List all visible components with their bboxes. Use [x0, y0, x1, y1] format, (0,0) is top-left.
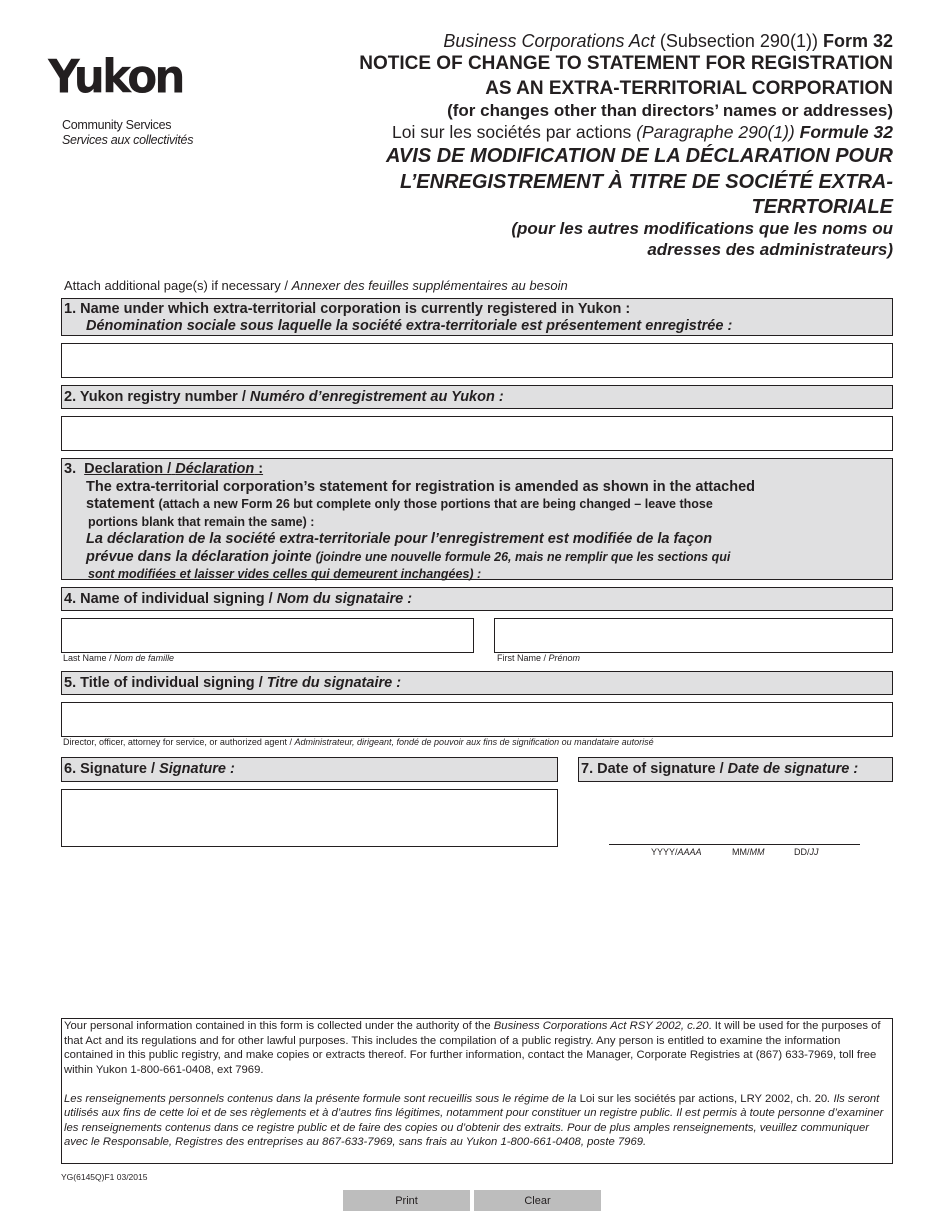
date-caption-day — [794, 847, 819, 857]
section-7-label-fr: Date de signature : — [727, 761, 859, 777]
section-3-declaration — [61, 458, 893, 580]
act-name-en: Business Corporations Act — [443, 31, 655, 51]
privacy-fr-act: Loi sur les sociétés par actions, LRY 2002, ch. 20 — [579, 1092, 828, 1105]
section-2-header — [61, 385, 893, 409]
section-4-header — [61, 587, 893, 611]
first-name-caption-fr: Prénom — [548, 653, 581, 663]
date-caption-year — [651, 847, 702, 857]
privacy-notice — [61, 1018, 893, 1164]
section-3-title-en: Declaration / — [84, 461, 172, 477]
attach-note-en: Attach additional page(s) if necessary / — [64, 278, 289, 293]
declaration-fr-line-1: La déclaration de la société extra-territoriale pour l’enregistrement est modifiée de la façon — [86, 531, 713, 547]
note-fr-line-1: (pour les autres modifications que les noms ou — [511, 219, 893, 238]
act-line-en — [443, 31, 893, 52]
declaration-fr-note-1: (joindre une nouvelle formule 26, mais ne remplir que les sections qui — [315, 549, 731, 564]
registry-number-field[interactable] — [61, 416, 893, 451]
logo-subtitle-fr: Services aux collectivités — [62, 133, 194, 147]
year-caption-en: YYYY/ — [651, 847, 678, 857]
first-name-caption-en: First Name / — [497, 653, 547, 663]
section-3-title-fr: Déclaration — [175, 461, 255, 477]
privacy-fr-part-b: . Ils seront utilisés aux fins de cette loi et de ses règlements et à d’autres fins légitimes, notamment pour constituer un registre public. Il est permis à toute personne d’examiner les renseignements contenus dans ce registre public et de faire des copies ou d’obtenir des extraits. Pour de plus amples renseignements, veuillez communiquer avec le Responsable, Registres des entreprises au 867-633-7969, sans frais au Yukon 1-800-661-0408, poste 7969. — [64, 1092, 884, 1148]
last-name-caption-fr: Nom de famille — [114, 653, 175, 663]
logo-subtitle-en: Community Services — [62, 118, 172, 132]
section-5-label-fr: Titre du signataire : — [266, 675, 402, 691]
declaration-en-note-1: (attach a new Form 26 but complete only those portions that are being changed – leave those — [158, 497, 713, 511]
privacy-en-act: Business Corporations Act RSY 2002, c.20 — [493, 1020, 709, 1032]
section-4-label-fr: Nom du signataire : — [276, 591, 413, 607]
section-6-header — [61, 757, 558, 782]
section-5-header — [61, 671, 893, 695]
section-5-label-en: 5. Title of individual signing / — [64, 675, 263, 691]
act-line-fr — [392, 122, 893, 143]
form-number-en: Form 32 — [822, 31, 893, 51]
privacy-en-part-a: Your personal information contained in this form is collected under the authority of the — [64, 1020, 494, 1032]
section-7-label-en: 7. Date of signature / — [581, 761, 724, 777]
declaration-en-line-1: The extra-territorial corporation’s statement for registration is amended as shown in the attached — [86, 478, 756, 495]
title-en-line-1: NOTICE OF CHANGE TO STATEMENT FOR REGISTRATION — [359, 53, 893, 74]
section-7-header — [578, 757, 893, 782]
date-caption-month — [732, 847, 765, 857]
section-2-label-en: 2. Yukon registry number / — [64, 389, 246, 405]
attach-note — [64, 278, 568, 293]
last-name-caption — [63, 653, 174, 663]
month-caption-fr: MM — [749, 847, 765, 857]
section-4-label-en: 4. Name of individual signing / — [64, 591, 273, 607]
last-name-field[interactable] — [61, 618, 474, 653]
registered-name-field[interactable] — [61, 343, 893, 378]
first-name-field[interactable] — [494, 618, 893, 653]
privacy-notice-fr — [64, 1092, 890, 1150]
signature-field[interactable] — [61, 789, 558, 847]
declaration-en-line-2: statement — [86, 496, 155, 512]
privacy-notice-en — [64, 1019, 890, 1077]
title-caption — [63, 737, 654, 747]
privacy-en-part-b: . It will be used for the purposes of that Act and its regulations and for other lawful purposes. This includes the compilation of a public registry. Any person is entitled to examine the information contained in this public registry, and make copies or extracts thereof. For further information, contact the Manager, Corporate Registries at (867) 633-7969, toll free within Yukon 1-800-661-0408, ext 7969. — [64, 1020, 881, 1076]
date-field[interactable] — [609, 844, 860, 845]
section-3-title-colon: : — [254, 461, 264, 477]
print-button[interactable]: Print — [343, 1190, 470, 1211]
last-name-caption-en: Last Name / — [63, 653, 112, 663]
title-fr-line-2: L’ENREGISTREMENT À TITRE DE SOCIÉTÉ EXTRA- — [400, 171, 893, 193]
section-1-label-fr: Dénomination sociale sous laquelle la société extra-territoriale est présentement enregistrée : — [86, 318, 733, 334]
title-fr-line-1: AVIS DE MODIFICATION DE LA DÉCLARATION POUR — [385, 145, 893, 167]
section-6-label-en: 6. Signature / — [64, 761, 156, 777]
section-1-label-en: 1. Name under which extra-territorial corporation is currently registered in Yukon : — [64, 301, 631, 317]
first-name-caption — [497, 653, 580, 663]
section-3-number: 3. — [64, 461, 77, 477]
declaration-fr-line-2: prévue dans la déclaration jointe — [86, 548, 312, 565]
title-caption-en: Director, officer, attorney for service, or authorized agent / — [63, 737, 292, 747]
note-fr-line-2: adresses des administrateurs) — [647, 240, 893, 259]
note-en: (for changes other than directors’ names or addresses) — [447, 101, 893, 120]
title-fr-line-3: TERRTORIALE — [751, 196, 893, 218]
subsection-fr: (Paragraphe 290(1)) — [636, 122, 795, 142]
yukon-logo: Yukon — [48, 50, 183, 105]
form-code: YG(6145Q)F1 03/2015 — [61, 1172, 148, 1182]
declaration-en-note-2: portions blank that remain the same) : — [88, 514, 315, 529]
section-6-label-fr: Signature : — [159, 761, 235, 777]
day-caption-fr: JJ — [809, 847, 819, 857]
declaration-fr-note-2: sont modifiées et laisser vides celles qui demeurent inchangées) : — [88, 567, 482, 581]
privacy-fr-part-a: Les renseignements personnels contenus dans la présente formule sont recueillis sous le régime de la — [64, 1092, 580, 1105]
month-caption-en: MM/ — [732, 847, 750, 857]
title-caption-fr: Administrateur, dirigeant, fondé de pouvoir aux fins de signification ou mandataire autorisé — [294, 737, 654, 747]
form-number-fr: Formule 32 — [799, 122, 893, 142]
year-caption-fr: AAAA — [677, 847, 702, 857]
clear-button[interactable]: Clear — [474, 1190, 601, 1211]
day-caption-en: DD/ — [794, 847, 810, 857]
title-en-line-2: AS AN EXTRA-TERRITORIAL CORPORATION — [485, 78, 893, 99]
section-2-label-fr: Numéro d’enregistrement au Yukon : — [249, 389, 504, 405]
act-name-fr: Loi sur les sociétés par actions — [392, 122, 632, 142]
subsection-en: (Subsection 290(1)) — [659, 31, 818, 51]
title-field[interactable] — [61, 702, 893, 737]
section-1-header — [61, 298, 893, 336]
attach-note-fr: Annexer des feuilles supplémentaires au besoin — [291, 278, 568, 293]
